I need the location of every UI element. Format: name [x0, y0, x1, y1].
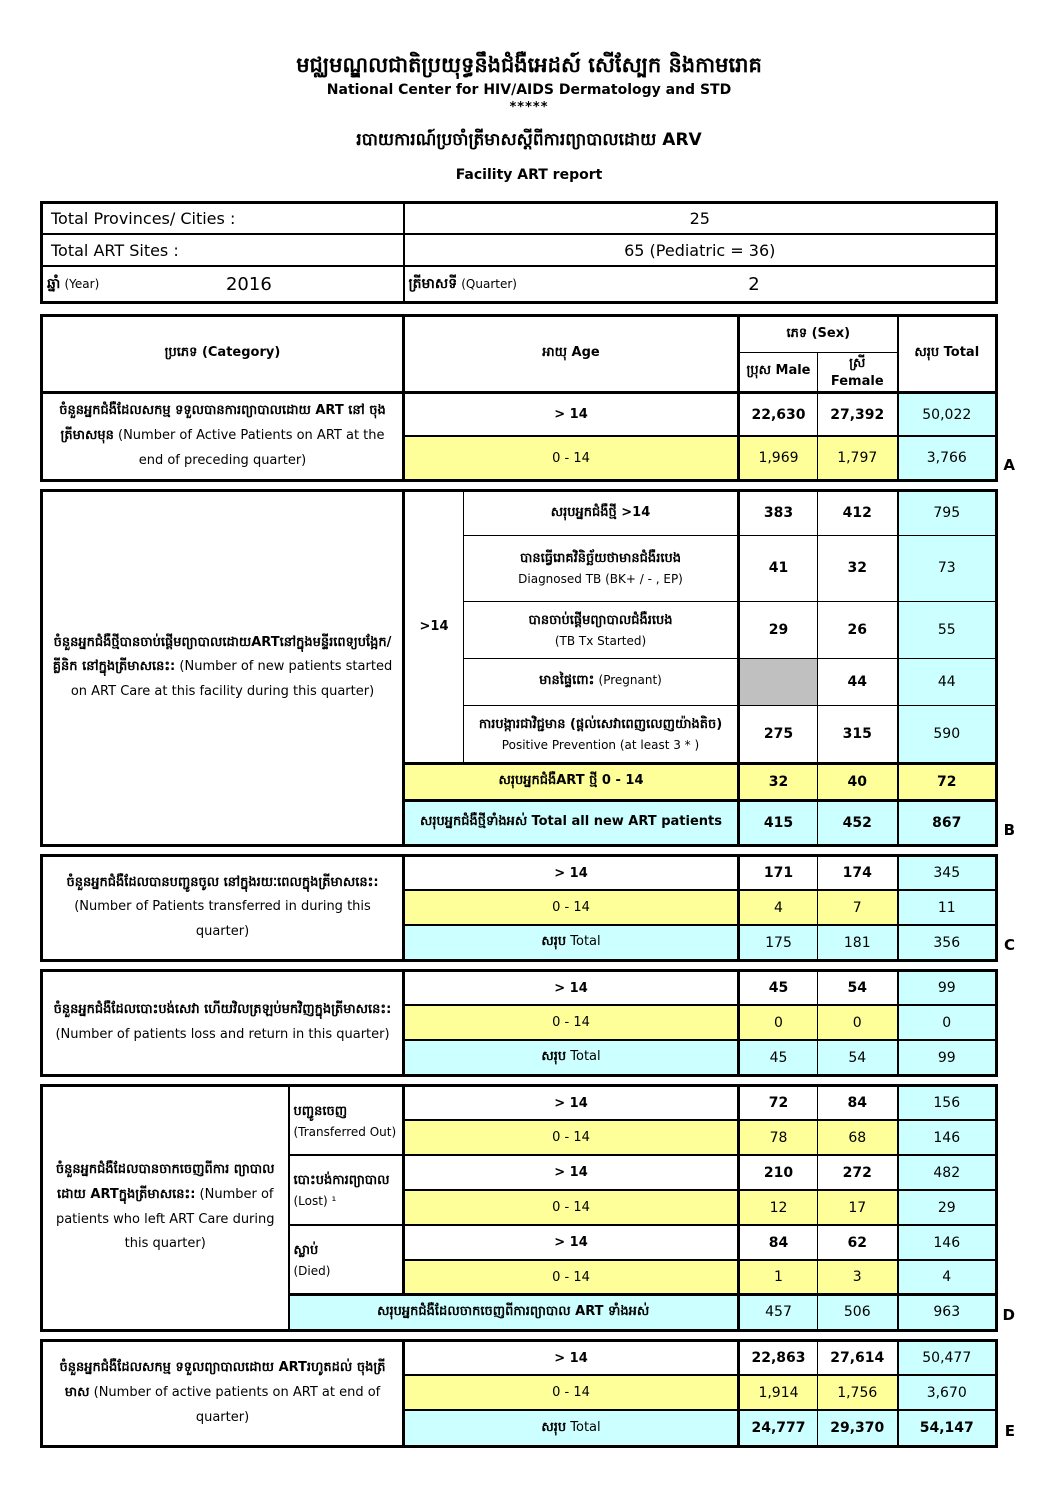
value-female: 84 [818, 1085, 898, 1120]
quarter-cell [404, 266, 997, 302]
section-e-table [40, 1339, 1015, 1448]
value-total: 11 [898, 890, 997, 925]
value-female: 17 [818, 1190, 898, 1225]
value-female: 62 [818, 1225, 898, 1260]
value-total: 3,766 [898, 436, 997, 480]
group-transferred-out-label: បញ្ជូនចេញ (Transferred Out) [289, 1085, 404, 1155]
value-male: 22,630 [739, 392, 818, 436]
value-female: 181 [818, 925, 898, 960]
value-total: 482 [898, 1155, 997, 1190]
value-female: 27,392 [818, 392, 898, 436]
value-male: 210 [739, 1155, 818, 1190]
quarter-value: 2 [748, 273, 760, 295]
age-row-label: 0 - 14 [404, 1375, 739, 1410]
value-male: 457 [739, 1294, 818, 1330]
section-b-table [40, 489, 1015, 847]
value-total: 0 [898, 1005, 997, 1040]
col-header-age: អាយុ Age [404, 315, 739, 392]
value-total: 99 [898, 970, 997, 1005]
value-female: 27,614 [818, 1340, 898, 1375]
report-title-khmer: របាយការណ៍ប្រចាំត្រីមាសស្តីពីការព្យាបាលដោយ ARV [356, 130, 702, 150]
separator-stars: ***** [509, 99, 549, 115]
value-female: 3 [818, 1260, 898, 1294]
value-female: 452 [818, 800, 898, 845]
art-sites-label: Total ART Sites : [42, 234, 404, 266]
total-row-label: សរុប Total [404, 925, 739, 960]
section-b-category: ចំនួនអ្នកជំងឺថ្មីបានចាប់ផ្តើមព្យាបាលដោយARTនៅក្នុងមន្ទីរពេទ្យបង្អែក/ គ្លីនិក នៅក្នុងត្រីមាសនេះ: (Number of new patients started on ART Care at this facility during this quarter) [42, 490, 404, 845]
col-header-total: សរុប Total [898, 315, 997, 392]
report-title-english: Facility ART report [455, 167, 603, 184]
value-total: 54,147 [898, 1410, 997, 1446]
value-female: 0 [818, 1005, 898, 1040]
value-male-na [739, 658, 818, 705]
value-total: 44 [898, 658, 997, 705]
new-art-0-14-label: សរុបអ្នកជំងឺART ថ្មី 0 - 14 [404, 763, 739, 800]
section-b-age-group: >14 [404, 490, 464, 763]
value-male: 4 [739, 890, 818, 925]
value-male: 41 [739, 535, 818, 601]
org-title-english: National Center for HIV/AIDS Dermatology and STD [326, 82, 732, 99]
value-male: 72 [739, 1085, 818, 1120]
value-female: 54 [818, 970, 898, 1005]
value-total: 99 [898, 1040, 997, 1075]
sub-row-label: មានផ្ទៃពោះ (Pregnant) [464, 658, 739, 705]
value-male: 12 [739, 1190, 818, 1225]
value-male: 24,777 [739, 1410, 818, 1446]
age-row-label: > 14 [404, 855, 739, 890]
section-c-table [40, 854, 1015, 962]
value-female: 412 [818, 490, 898, 535]
value-total: 50,477 [898, 1340, 997, 1375]
value-total: 345 [898, 855, 997, 890]
section-marker-b: B [1003, 820, 1015, 839]
value-female: 506 [818, 1294, 898, 1330]
value-total: 795 [898, 490, 997, 535]
age-row-label: > 14 [404, 1225, 739, 1260]
value-male: 1 [739, 1260, 818, 1294]
value-female: 32 [818, 535, 898, 601]
sub-row-label: បានធ្វើរោគវិនិច្ឆ័យថាមានជំងឺរបេង Diagnosed TB (BK+ / - , EP) [464, 535, 739, 601]
value-female: 7 [818, 890, 898, 925]
value-total: 867 [898, 800, 997, 845]
value-female: 1,756 [818, 1375, 898, 1410]
age-row-label: 0 - 14 [404, 1005, 739, 1040]
value-female: 272 [818, 1155, 898, 1190]
value-total: 55 [898, 601, 997, 658]
value-male: 1,914 [739, 1375, 818, 1410]
value-female: 29,370 [818, 1410, 898, 1446]
value-total: 4 [898, 1260, 997, 1294]
document-header [0, 52, 1058, 185]
section-marker-d: D [1002, 1305, 1015, 1324]
age-row-label: > 14 [404, 1085, 739, 1120]
col-header-category: ប្រភេទ (Category) [42, 315, 404, 392]
total-left-art-label: សរុបអ្នកជំងឺដែលចាកចេញពីការព្យាបាល ART ទាំងអស់ [289, 1294, 739, 1330]
section-marker-a: A [1003, 455, 1015, 474]
value-male: 415 [739, 800, 818, 845]
value-male: 22,863 [739, 1340, 818, 1375]
section-c-category: ចំនួនអ្នកជំងឺដែលបានបញ្ជូនចូល នៅក្នុងរយៈពេលក្នុងត្រីមាសនេះ: (Number of Patients transferred in during this quarter) [42, 855, 404, 960]
sub-row-label: ការបង្ការជាវិជ្ជមាន (ផ្តល់សេវាពេញលេញយ៉ាងតិច) Positive Prevention (at least 3 * ) [464, 705, 739, 763]
age-row-label: 0 - 14 [404, 1120, 739, 1155]
value-female: 174 [818, 855, 898, 890]
value-total: 963 [898, 1294, 997, 1330]
value-male: 45 [739, 1040, 818, 1075]
total-row-label: សរុប Total [404, 1040, 739, 1075]
value-female: 26 [818, 601, 898, 658]
value-total: 73 [898, 535, 997, 601]
value-total: 156 [898, 1085, 997, 1120]
age-row-label: 0 - 14 [404, 1190, 739, 1225]
section-d-table [40, 1084, 1015, 1332]
art-sites-value: 65 (Pediatric = 36) [404, 234, 997, 266]
loss-return-category: ចំនួនអ្នកជំងឺដែលបោះបង់សេវា ហើយវិលត្រឡប់មកវិញក្នុងត្រីមាសនេះ: (Number of patients loss and return in this quarter) [42, 970, 404, 1075]
value-male: 275 [739, 705, 818, 763]
age-row-label: > 14 [404, 392, 739, 436]
value-male: 78 [739, 1120, 818, 1155]
sub-row-label: បានចាប់ផ្តើមព្យាបាលជំងឺរបេង (TB Tx Started) [464, 601, 739, 658]
value-total: 50,022 [898, 392, 997, 436]
group-died-label: ស្លាប់ (Died) [289, 1225, 404, 1294]
value-female: 44 [818, 658, 898, 705]
year-value: 2016 [225, 273, 272, 295]
value-total: 72 [898, 763, 997, 800]
value-female: 40 [818, 763, 898, 800]
col-header-male: ប្រុស Male [739, 352, 818, 392]
value-male: 383 [739, 490, 818, 535]
year-cell [42, 266, 404, 302]
org-title-khmer: មជ្ឈមណ្ឌលជាតិប្រយុទ្ធនឹងជំងឺអេដស៍ សើស្បែក និងកាមរោគ [296, 53, 762, 77]
report-info-table [40, 201, 995, 304]
total-new-art-label: សរុបអ្នកជំងឺថ្មីទាំងអស់ Total all new ART patients [404, 800, 739, 845]
provinces-label: Total Provinces/ Cities : [42, 202, 404, 234]
value-female: 54 [818, 1040, 898, 1075]
value-male: 29 [739, 601, 818, 658]
section-marker-e: E [1004, 1421, 1015, 1440]
section-d-category: ចំនួនអ្នកជំងឺដែលបានចាកចេញពីការ ព្យាបាល ដោយ ARTក្នុងត្រីមាសនេះ: (Number of patients who left ART Care during this quarter) [42, 1085, 289, 1330]
total-row-label: សរុប Total [404, 1410, 739, 1446]
loss-return-table [40, 969, 995, 1077]
col-header-female: ស្រី Female [818, 352, 898, 392]
value-male: 32 [739, 763, 818, 800]
value-total: 590 [898, 705, 997, 763]
provinces-value: 25 [404, 202, 997, 234]
age-row-label: > 14 [404, 1340, 739, 1375]
year-label: ឆ្នាំ (Year) [47, 275, 100, 292]
age-row-label: 0 - 14 [404, 436, 739, 480]
group-lost-label: បោះបង់ការព្យាបាល (Lost) ¹ [289, 1155, 404, 1225]
quarter-label: ត្រីមាសទី (Quarter) [408, 275, 517, 292]
value-male: 0 [739, 1005, 818, 1040]
age-row-label: 0 - 14 [404, 890, 739, 925]
value-total: 356 [898, 925, 997, 960]
value-male: 1,969 [739, 436, 818, 480]
value-male: 175 [739, 925, 818, 960]
value-female: 315 [818, 705, 898, 763]
age-row-label: 0 - 14 [404, 1260, 739, 1294]
section-a-table [40, 314, 1015, 482]
value-female: 68 [818, 1120, 898, 1155]
value-female: 1,797 [818, 436, 898, 480]
section-e-category: ចំនួនអ្នកជំងឺដែលសកម្ម ទទួលព្យាបាលដោយ ARTរហូតដល់ ចុងត្រីមាស (Number of active patients on ART at end of quarter) [42, 1340, 404, 1446]
section-marker-c: C [1003, 935, 1015, 954]
age-row-label: > 14 [404, 1155, 739, 1190]
value-male: 171 [739, 855, 818, 890]
value-total: 29 [898, 1190, 997, 1225]
value-total: 146 [898, 1225, 997, 1260]
sub-row-label: សរុបអ្នកជំងឺថ្មី >14 [464, 490, 739, 535]
value-male: 84 [739, 1225, 818, 1260]
section-a-category: ចំនួនអ្នកជំងឺដែលសកម្ម ទទួលបានការព្យាបាលដោយ ART នៅ ចុង ត្រីមាសមុន (Number of Active Patients on ART at the end of preceding quarter) [42, 392, 404, 480]
age-row-label: > 14 [404, 970, 739, 1005]
value-male: 45 [739, 970, 818, 1005]
col-header-sex: ភេទ (Sex) [739, 315, 898, 352]
value-total: 146 [898, 1120, 997, 1155]
value-total: 3,670 [898, 1375, 997, 1410]
